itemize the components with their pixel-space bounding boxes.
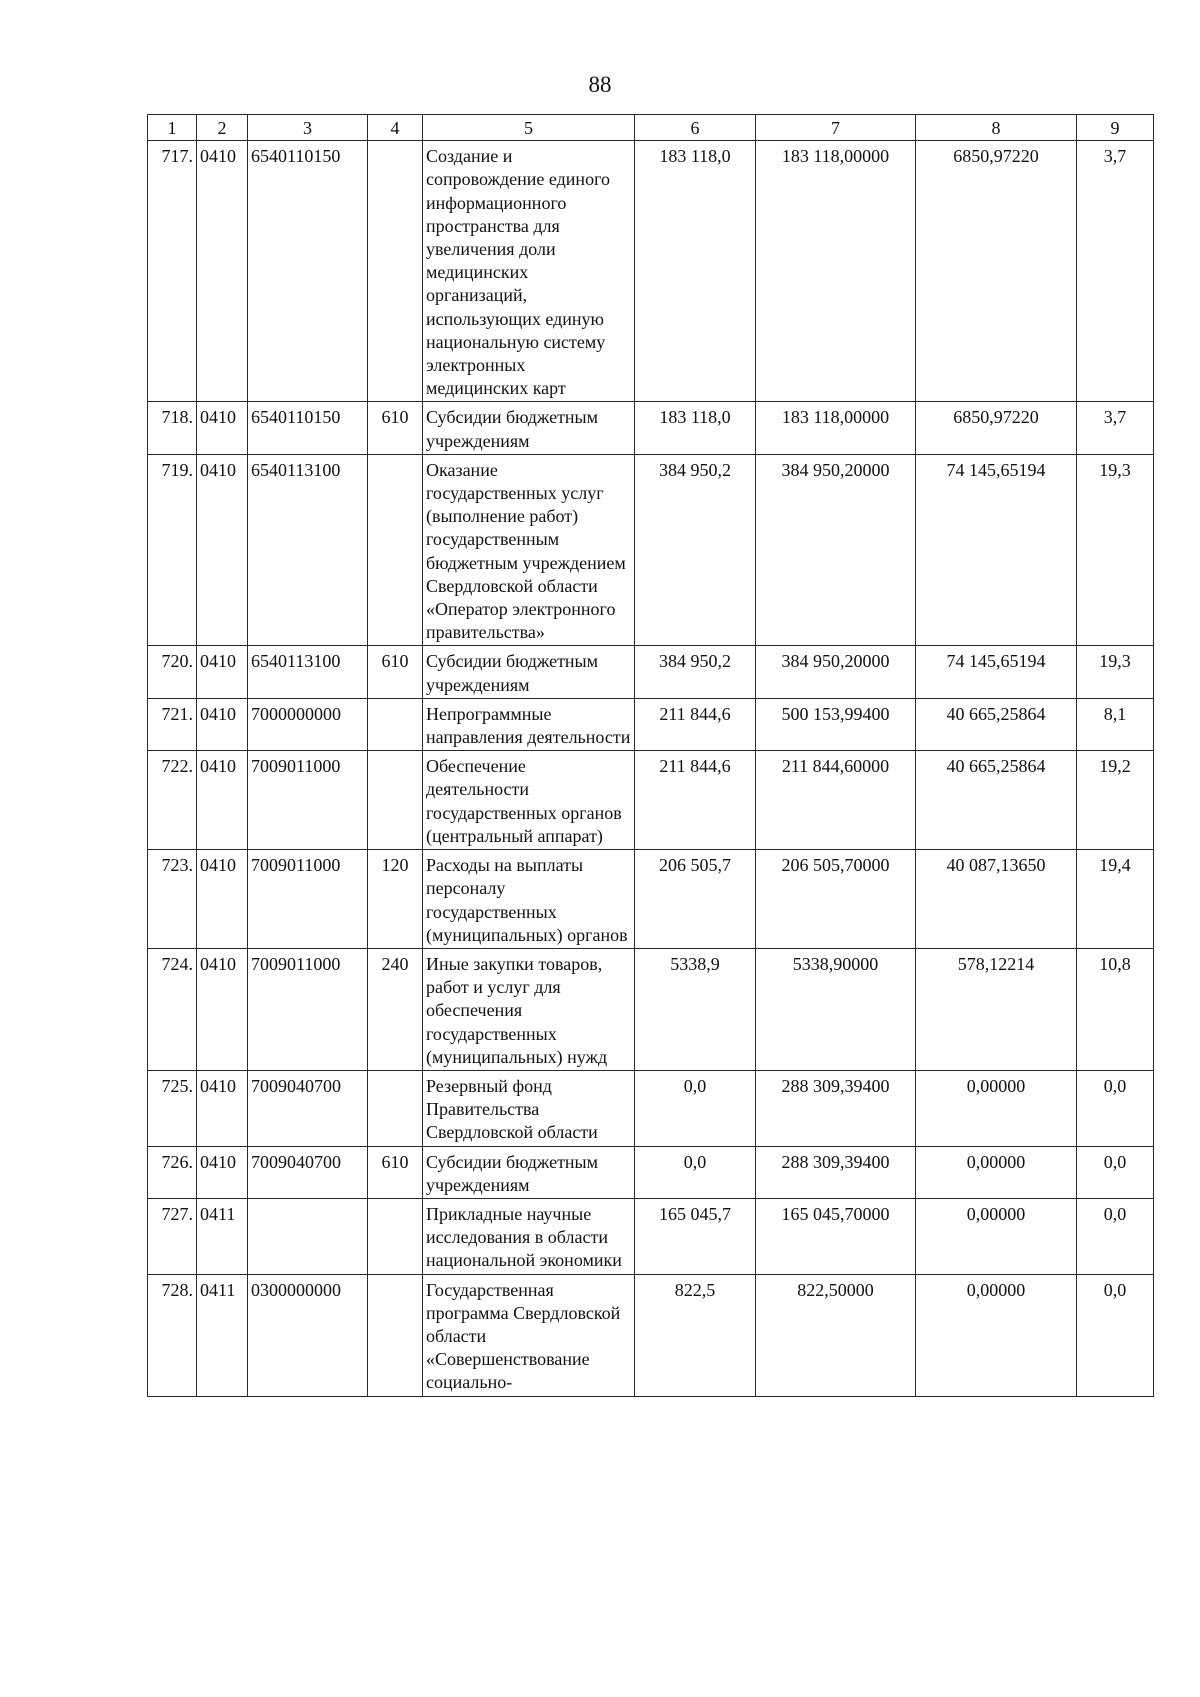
item-name-cell: Резервный фонд Правительства Свердловской области [423,1070,635,1146]
percent-col9-cell: 19,2 [1077,751,1154,850]
table-row [148,948,1154,1070]
section-code-cell: 0411 [197,1274,248,1396]
page-number: 88 [588,72,612,97]
amount-col7-cell: 211 844,60000 [756,751,916,850]
column-header: 9 [1077,115,1154,141]
amount-col7-cell: 500 153,99400 [756,698,916,750]
target-code-cell: 7009011000 [248,751,368,850]
item-name-cell: Обеспечение деятельности государственных органов (центральный аппарат) [423,751,635,850]
percent-col9-cell: 3,7 [1077,141,1154,402]
percent-col9-cell: 0,0 [1077,1146,1154,1198]
percent-col9-cell: 8,1 [1077,698,1154,750]
expense-type-cell [368,1070,423,1146]
amount-col7-cell: 384 950,20000 [756,646,916,698]
amount-col7-cell: 288 309,39400 [756,1070,916,1146]
item-name-cell: Оказание государственных услуг (выполнение работ) государственным бюджетным учреждением Свердловской области «Оператор электронного правительства» [423,454,635,646]
row-number-cell: 721. [148,698,197,750]
section-code-cell: 0410 [197,454,248,646]
expense-type-cell [368,751,423,850]
target-code-cell: 7009040700 [248,1070,368,1146]
percent-col9-cell: 10,8 [1077,948,1154,1070]
target-code-cell: 7000000000 [248,698,368,750]
item-name-cell: Иные закупки товаров, работ и услуг для обеспечения государственных (муниципальных) нужд [423,948,635,1070]
column-header: 3 [248,115,368,141]
amount-col8-cell: 74 145,65194 [916,646,1077,698]
amount-col8-cell: 40 665,25864 [916,698,1077,750]
amount-col8-cell: 40 087,13650 [916,850,1077,949]
amount-col8-cell: 0,00000 [916,1146,1077,1198]
section-code-cell: 0410 [197,948,248,1070]
amount-col6-cell: 0,0 [635,1070,756,1146]
row-number-cell: 722. [148,751,197,850]
amount-col6-cell: 384 950,2 [635,646,756,698]
amount-col6-cell: 206 505,7 [635,850,756,949]
amount-col7-cell: 183 118,00000 [756,141,916,402]
expense-type-cell [368,141,423,402]
table-row [148,402,1154,454]
percent-col9-cell: 0,0 [1077,1070,1154,1146]
row-number-cell: 719. [148,454,197,646]
target-code-cell: 6540113100 [248,454,368,646]
row-number-cell: 724. [148,948,197,1070]
expense-type-cell [368,454,423,646]
table-row [148,1146,1154,1198]
expense-type-cell [368,1198,423,1274]
item-name-cell: Создание и сопровождение единого информационного пространства для увеличения доли медицинских организаций, использующих единую национальную систему электронных медицинских карт [423,141,635,402]
target-code-cell: 6540110150 [248,141,368,402]
column-header: 4 [368,115,423,141]
column-header: 8 [916,115,1077,141]
amount-col6-cell: 5338,9 [635,948,756,1070]
item-name-cell: Государственная программа Свердловской области «Совершенствование социально- [423,1274,635,1396]
target-code-cell: 6540113100 [248,646,368,698]
item-name-cell: Субсидии бюджетным учреждениям [423,1146,635,1198]
row-number-cell: 723. [148,850,197,949]
amount-col7-cell: 822,50000 [756,1274,916,1396]
amount-col7-cell: 288 309,39400 [756,1146,916,1198]
expense-type-cell: 610 [368,402,423,454]
percent-col9-cell: 19,4 [1077,850,1154,949]
target-code-cell [248,1198,368,1274]
expense-type-cell: 120 [368,850,423,949]
budget-table [147,114,1154,1397]
percent-col9-cell: 19,3 [1077,646,1154,698]
section-code-cell: 0410 [197,1146,248,1198]
target-code-cell: 0300000000 [248,1274,368,1396]
expense-type-cell: 240 [368,948,423,1070]
table-row [148,1070,1154,1146]
row-number-cell: 726. [148,1146,197,1198]
expense-type-cell: 610 [368,646,423,698]
header-row [148,115,1154,141]
row-number-cell: 727. [148,1198,197,1274]
table-row [148,698,1154,750]
percent-col9-cell: 19,3 [1077,454,1154,646]
column-header: 1 [148,115,197,141]
item-name-cell: Прикладные научные исследования в области национальной экономики [423,1198,635,1274]
section-code-cell: 0410 [197,1070,248,1146]
section-code-cell: 0410 [197,646,248,698]
column-header: 7 [756,115,916,141]
amount-col8-cell: 74 145,65194 [916,454,1077,646]
item-name-cell: Непрограммные направления деятельности [423,698,635,750]
amount-col6-cell: 384 950,2 [635,454,756,646]
amount-col6-cell: 165 045,7 [635,1198,756,1274]
table-row [148,850,1154,949]
column-header: 2 [197,115,248,141]
expense-type-cell [368,698,423,750]
percent-col9-cell: 0,0 [1077,1274,1154,1396]
section-code-cell: 0410 [197,850,248,949]
amount-col8-cell: 578,12214 [916,948,1077,1070]
row-number-cell: 717. [148,141,197,402]
section-code-cell: 0410 [197,698,248,750]
amount-col7-cell: 5338,90000 [756,948,916,1070]
row-number-cell: 718. [148,402,197,454]
percent-col9-cell: 0,0 [1077,1198,1154,1274]
amount-col8-cell: 0,00000 [916,1198,1077,1274]
target-code-cell: 7009011000 [248,850,368,949]
table-row [148,454,1154,646]
item-name-cell: Субсидии бюджетным учреждениям [423,402,635,454]
amount-col7-cell: 384 950,20000 [756,454,916,646]
amount-col6-cell: 183 118,0 [635,141,756,402]
amount-col8-cell: 6850,97220 [916,141,1077,402]
expense-type-cell [368,1274,423,1396]
row-number-cell: 728. [148,1274,197,1396]
target-code-cell: 6540110150 [248,402,368,454]
row-number-cell: 720. [148,646,197,698]
expense-type-cell: 610 [368,1146,423,1198]
column-header: 5 [423,115,635,141]
target-code-cell: 7009040700 [248,1146,368,1198]
table-row [148,751,1154,850]
amount-col6-cell: 211 844,6 [635,698,756,750]
target-code-cell: 7009011000 [248,948,368,1070]
table-row [148,141,1154,402]
percent-col9-cell: 3,7 [1077,402,1154,454]
amount-col8-cell: 0,00000 [916,1274,1077,1396]
column-header: 6 [635,115,756,141]
section-code-cell: 0410 [197,402,248,454]
amount-col7-cell: 183 118,00000 [756,402,916,454]
table-row [148,1274,1154,1396]
amount-col6-cell: 822,5 [635,1274,756,1396]
amount-col8-cell: 40 665,25864 [916,751,1077,850]
amount-col8-cell: 0,00000 [916,1070,1077,1146]
amount-col8-cell: 6850,97220 [916,402,1077,454]
section-code-cell: 0410 [197,141,248,402]
amount-col6-cell: 183 118,0 [635,402,756,454]
amount-col6-cell: 0,0 [635,1146,756,1198]
section-code-cell: 0410 [197,751,248,850]
amount-col6-cell: 211 844,6 [635,751,756,850]
amount-col7-cell: 206 505,70000 [756,850,916,949]
amount-col7-cell: 165 045,70000 [756,1198,916,1274]
item-name-cell: Расходы на выплаты персоналу государственных (муниципальных) органов [423,850,635,949]
table-row [148,1198,1154,1274]
row-number-cell: 725. [148,1070,197,1146]
table-row [148,646,1154,698]
item-name-cell: Субсидии бюджетным учреждениям [423,646,635,698]
section-code-cell: 0411 [197,1198,248,1274]
